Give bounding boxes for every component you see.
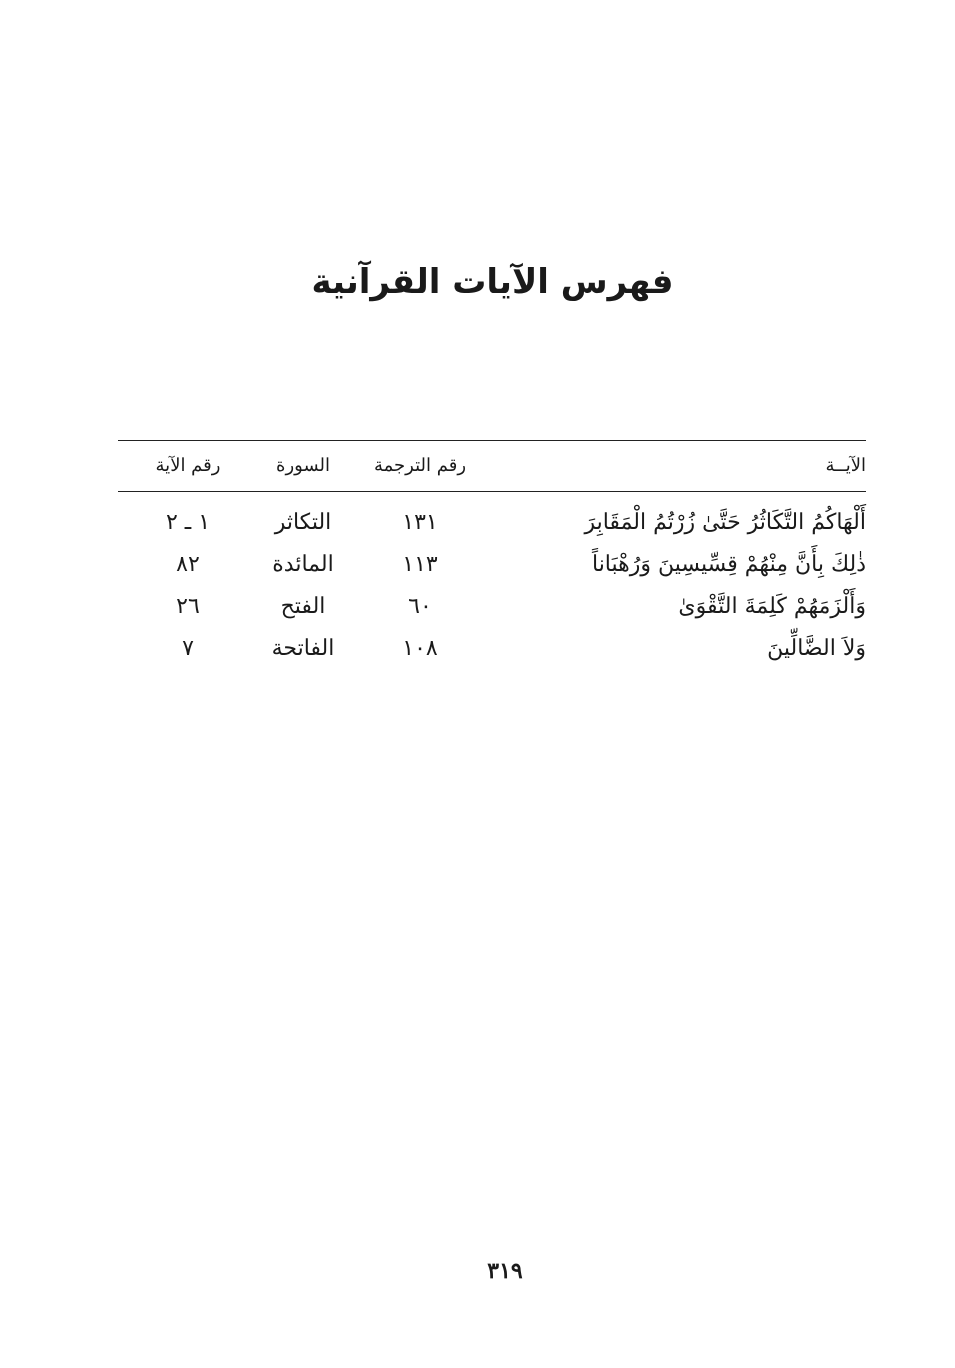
verse-number: ١ ـ ٢ — [165, 510, 211, 535]
header-verse-number: رقم الآية — [155, 455, 221, 476]
surah-name: المائدة — [272, 552, 334, 577]
surah-name: الفاتحة — [271, 636, 335, 661]
table-header-row — [118, 441, 866, 491]
verse-text: وَأَلْزَمَهُمْ كَلِمَةَ التَّقْوَىٰ — [678, 594, 866, 619]
surah-name: الفتح — [280, 594, 326, 619]
verse-number: ٢٦ — [176, 594, 200, 619]
header-surah: السورة — [276, 455, 330, 476]
translation-number: ١٠٨ — [402, 636, 438, 661]
translation-number: ٦٠ — [408, 594, 432, 619]
surah-name: التكاثر — [274, 510, 332, 535]
table-row — [118, 586, 866, 628]
table-row — [118, 628, 866, 670]
page-title: فهرس الآيات القرآنية — [311, 262, 674, 302]
header-verse: الآيــة — [825, 455, 866, 476]
verse-index-table — [118, 440, 866, 670]
verse-text: ذٰلِكَ بِأَنَّ مِنْهُمْ قِسِّيسِينَ وَرُهْبَاناً — [591, 552, 866, 577]
verse-text: أَلْهَاكُمُ التَّكَاثُرُ حَتَّىٰ زُرْتُمُ الْمَقَابِرَ — [584, 510, 866, 535]
verse-number: ٨٢ — [176, 552, 200, 577]
table-row — [118, 502, 866, 544]
translation-number: ١٣١ — [402, 510, 438, 535]
verse-text: وَلاَ الضَّالِّينَ — [767, 636, 866, 661]
table-row — [118, 544, 866, 586]
table-body — [118, 492, 866, 670]
page-number: ٣١٩ — [487, 1258, 523, 1284]
verse-number: ٧ — [182, 636, 194, 661]
header-translation-number: رقم الترجمة — [373, 455, 467, 476]
translation-number: ١١٣ — [402, 552, 438, 577]
